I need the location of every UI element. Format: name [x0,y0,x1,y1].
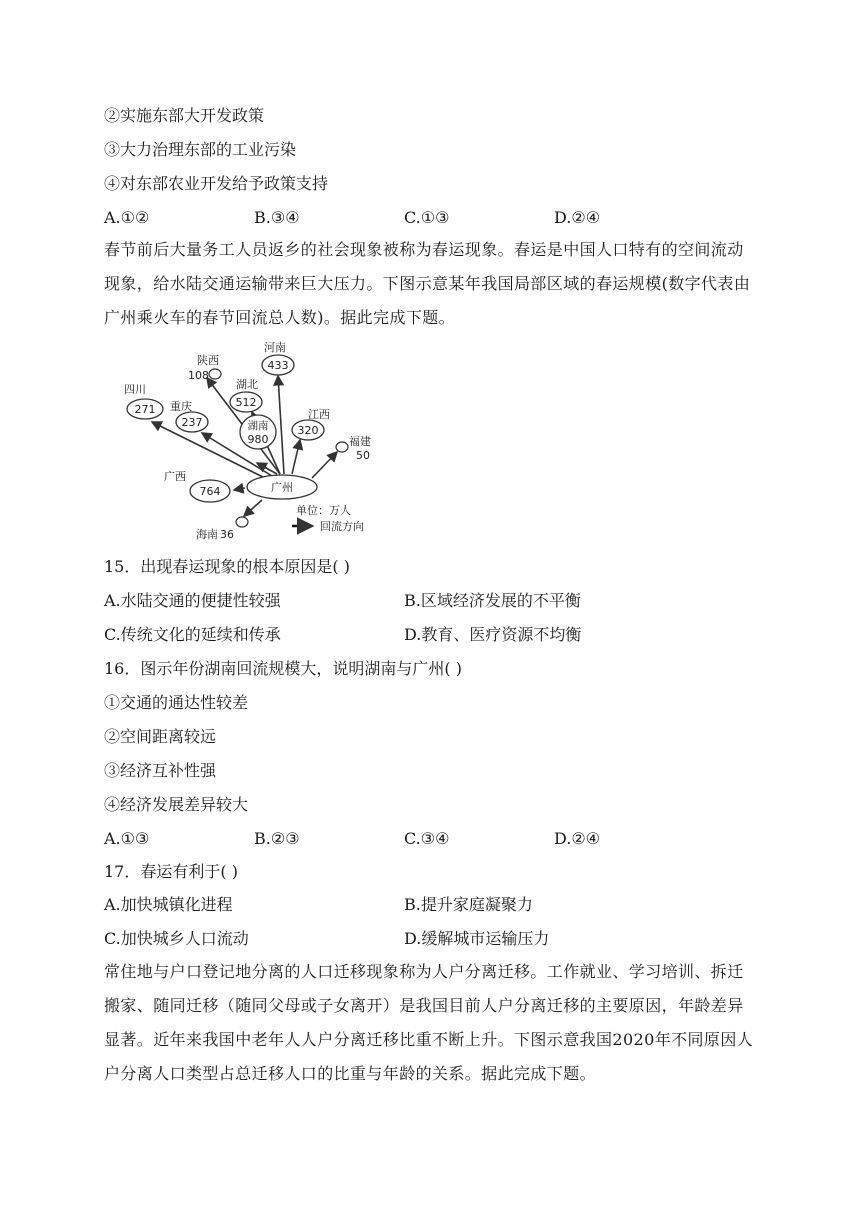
node-value-chongqing: 237 [181,416,203,429]
q16-item-1: ①交通的通达性较差 [104,693,249,712]
item-4: ④对东部农业开发给予政策支持 [104,174,329,193]
arrow-henan [278,376,284,474]
spring-festival-flow-map [112,338,392,544]
node-value-guangxi: 764 [199,485,221,498]
q16-stem: 16．图示年份湖南回流规模大，说明湖南与广州( ) [104,659,462,678]
node-label-henan: 河南 [264,341,286,354]
node-value-henan: 433 [267,359,289,372]
intro-paragraph-spring-festival: 春节前后大量务工人员返乡的社会现象被称为春运现象。春运是中国人口特有的空间流动现象，给水陆交通运输带来巨大压力。下图示意某年我国局部区域的春运规模(数字代表由广州乘火车的春节回流总人数)。据此完成下题。 [104,240,751,327]
q14-option-c: C.①③ [404,208,450,227]
q15-option-a: A.水陆交通的便捷性较强 [104,591,281,610]
q17-option-b: B.提升家庭凝聚力 [404,895,533,914]
q14-option-a: A.①② [104,208,150,227]
item-3: ③大力治理东部的工业污染 [104,140,297,159]
arrow-guangxi [234,488,245,490]
q16-option-b: B.②③ [254,829,300,848]
q15-option-b: B.区域经济发展的不平衡 [404,591,581,610]
q16-item-4: ④经济发展差异较大 [104,795,249,814]
q17-stem: 17．春运有利于( ) [104,862,238,881]
node-value-hunan: 980 [247,433,269,446]
node-value-jiangxi: 320 [297,424,319,437]
node-label-fujian: 福建 [349,435,371,448]
arrow-fujian [312,452,337,478]
node-hainan [236,517,248,527]
node-label-shaanxi: 陕西 [197,354,219,367]
origin-label: 广州 [271,481,293,494]
q16-option-a: A.①③ [104,829,150,848]
legend-arrow-label: 回流方向 [320,520,364,533]
q15-stem: 15．出现春运现象的根本原因是( ) [104,557,350,576]
q17-option-d: D.缓解城市运输压力 [404,929,550,948]
q14-option-b: B.③④ [254,208,300,227]
node-label-sichuan: 四川 [124,383,146,396]
node-label-hubei: 湖北 [236,378,258,391]
q17-option-c: C.加快城乡人口流动 [104,929,249,948]
q15-option-c: C.传统文化的延续和传承 [104,625,281,644]
node-value-sichuan: 271 [134,403,156,416]
node-shaanxi [209,369,221,379]
node-value-shaanxi: 108 [188,369,209,382]
item-2: ②实施东部大开发政策 [104,106,265,125]
node-label-hunan: 湖南 [247,420,269,432]
legend-unit: 单位：万人 [296,504,351,517]
q16-item-2: ②空间距离较远 [104,727,217,746]
q16-option-d: D.②④ [554,829,601,848]
node-value-hainan: 36 [220,528,234,541]
q14-option-d: D.②④ [554,208,601,227]
node-value-hubei: 512 [235,396,257,409]
arrow-jiangxi [292,440,300,474]
node-label-jiangxi: 江西 [308,408,330,421]
node-label-chongqing: 重庆 [170,400,192,413]
node-fujian [336,442,348,452]
node-label-hainan: 海南 [196,528,218,541]
q15-option-d: D.教育、医疗资源不均衡 [404,625,582,644]
node-value-fujian: 50 [356,449,370,462]
q17-option-a: A.加快城镇化进程 [104,895,233,914]
arrow-hainan [244,500,262,516]
q16-item-3: ③经济互补性强 [104,761,217,780]
q16-option-c: C.③④ [404,829,450,848]
intro-paragraph-household-separation: 常住地与户口登记地分离的人口迁移现象称为人户分离迁移。工作就业、学习培训、拆迁搬家、随同迁移（随同父母或子女离开）是我国目前人户分离迁移的主要原因，年龄差异显著。近年来我国中老年人人户分离迁移比重不断上升。下图示意我国2020年不同原因人户分离人口类型占总迁移人口的比重与年龄的关系。据此完成下题。 [104,962,754,1083]
node-label-guangxi: 广西 [164,470,186,483]
